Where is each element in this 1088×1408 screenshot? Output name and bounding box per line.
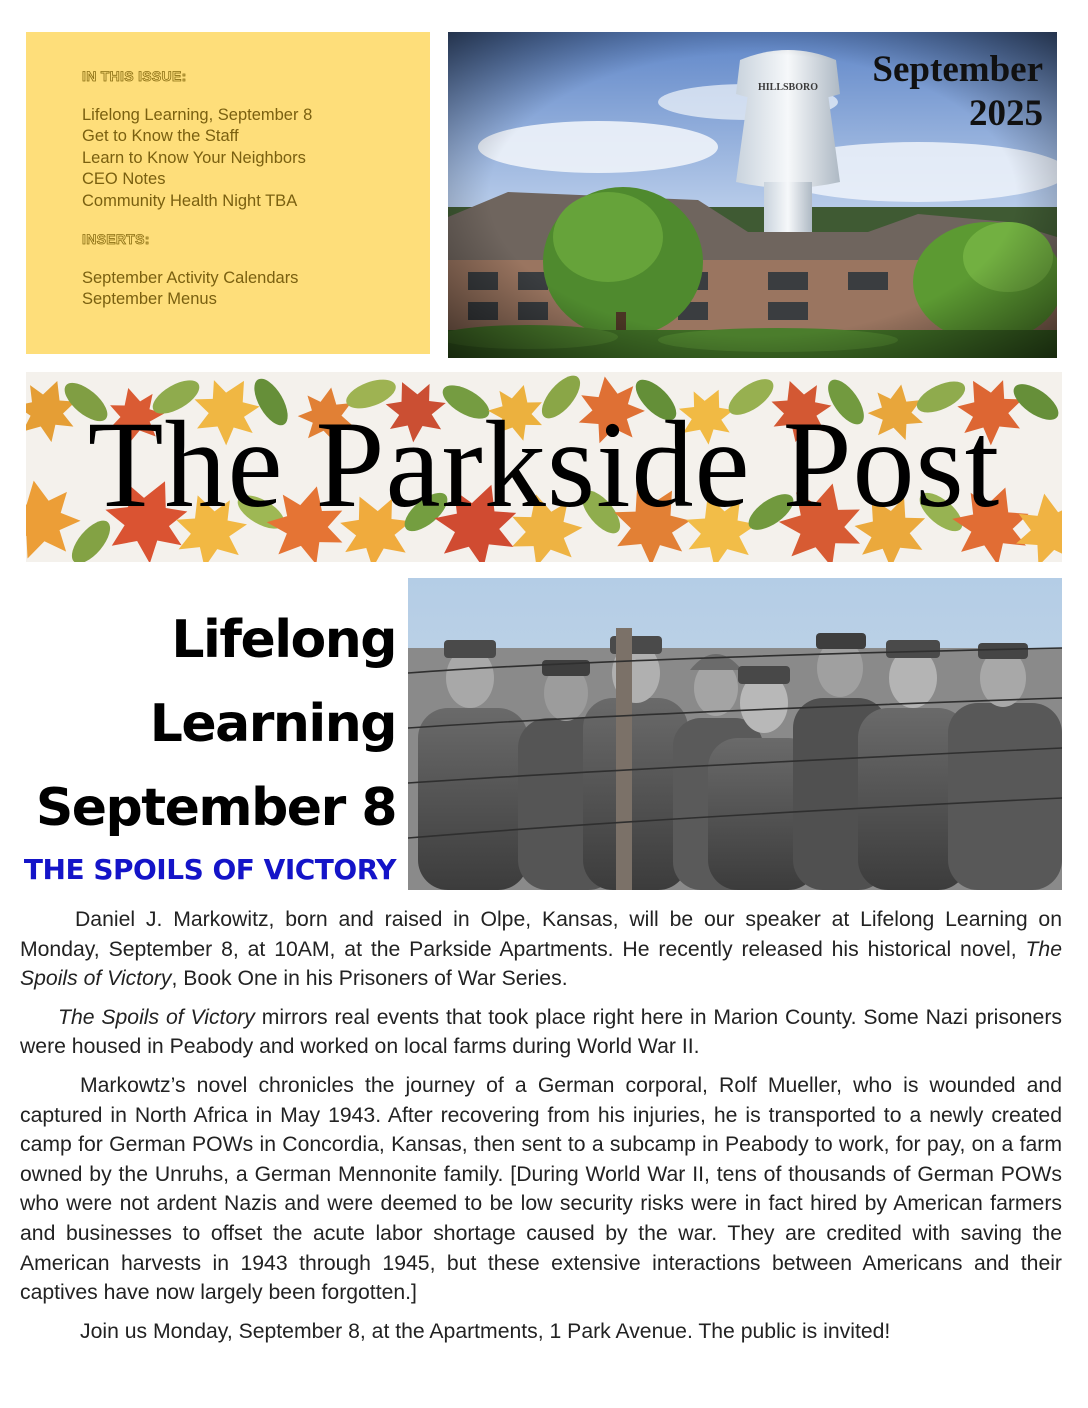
issue-date bbox=[872, 48, 1043, 136]
in-this-issue-heading: IN THIS ISSUE: bbox=[82, 68, 187, 84]
header-photo bbox=[448, 32, 1057, 358]
article-paragraph bbox=[20, 905, 1062, 994]
paragraph-text: mirrors real events that took place right here in Marion County. Some Nazi prisoners were housed in Peabody and worked on local farms during World War II. bbox=[20, 1005, 1062, 1059]
issue-year: 2025 bbox=[969, 93, 1043, 134]
article-heading-line: Learning bbox=[149, 694, 396, 754]
article-paragraph: Join us Monday, September 8, at the Apartments, 1 Park Avenue. The public is invited! bbox=[80, 1319, 891, 1343]
article-heading-line: September 8 bbox=[35, 778, 396, 838]
newsletter-title: The Parkside Post bbox=[87, 396, 1001, 533]
inserts-list bbox=[82, 268, 430, 311]
issue-item: Community Health Night TBA bbox=[82, 191, 298, 210]
paragraph-text: , Book One in his Prisoners of War Series. bbox=[171, 967, 568, 991]
issue-item: Learn to Know Your Neighbors bbox=[82, 148, 306, 167]
issue-item: Get to Know the Staff bbox=[82, 127, 239, 145]
masthead-banner bbox=[26, 372, 1062, 562]
issue-list bbox=[82, 105, 430, 213]
article-subheading: THE SPOILS OF VICTORY bbox=[23, 853, 396, 886]
article-body bbox=[20, 905, 1062, 1355]
issue-month: September bbox=[872, 49, 1043, 90]
in-this-issue-box bbox=[26, 32, 430, 354]
inserts-heading: INSERTS: bbox=[82, 231, 150, 247]
issue-item: Lifelong Learning, September 8 bbox=[82, 105, 313, 124]
book-title: The Spoils of Victory bbox=[58, 1005, 255, 1029]
paragraph-text: Daniel J. Markowitz, born and raised in Olpe, Kansas, will be our speaker at Lifelong Learning on Monday, September 8, at 10AM, at the Parkside Apartments. He recently released his historical novel, bbox=[20, 908, 1062, 961]
article-paragraph bbox=[20, 1003, 1062, 1062]
article-heading-line: Lifelong bbox=[171, 610, 396, 670]
insert-item: September Activity Calendars bbox=[82, 268, 299, 287]
book-title: The Spoils of Victory bbox=[20, 937, 1062, 991]
prisoners-photo-illustration bbox=[408, 578, 1062, 890]
issue-item: CEO Notes bbox=[82, 170, 166, 188]
article-heading bbox=[10, 598, 396, 850]
article-paragraph: Markowtz’s novel chronicles the journey of a German corporal, Rolf Mueller, who is wounded and captured in North Africa in May 1943. After recovering from his injuries, he is transported to a newly created camp for German POWs in Concordia, Kansas, then sent to a subcamp in Peabody to work, for pay, on a farm owned by the Unruhs, a German Mennonite family. [During World War II, tens of thousands of German POWs who were not ardent Nazis and were deemed to be low security risks were in fact hired by American farmers and businesses to offset the acute labor shortage caused by the war. They are credited with saving the American harvests in 1943 through 1945, but these extensive interactions between Americans and their captives have now largely been forgotten.] bbox=[20, 1073, 1062, 1305]
insert-item: September Menus bbox=[82, 290, 217, 308]
pow-photo bbox=[408, 578, 1062, 890]
